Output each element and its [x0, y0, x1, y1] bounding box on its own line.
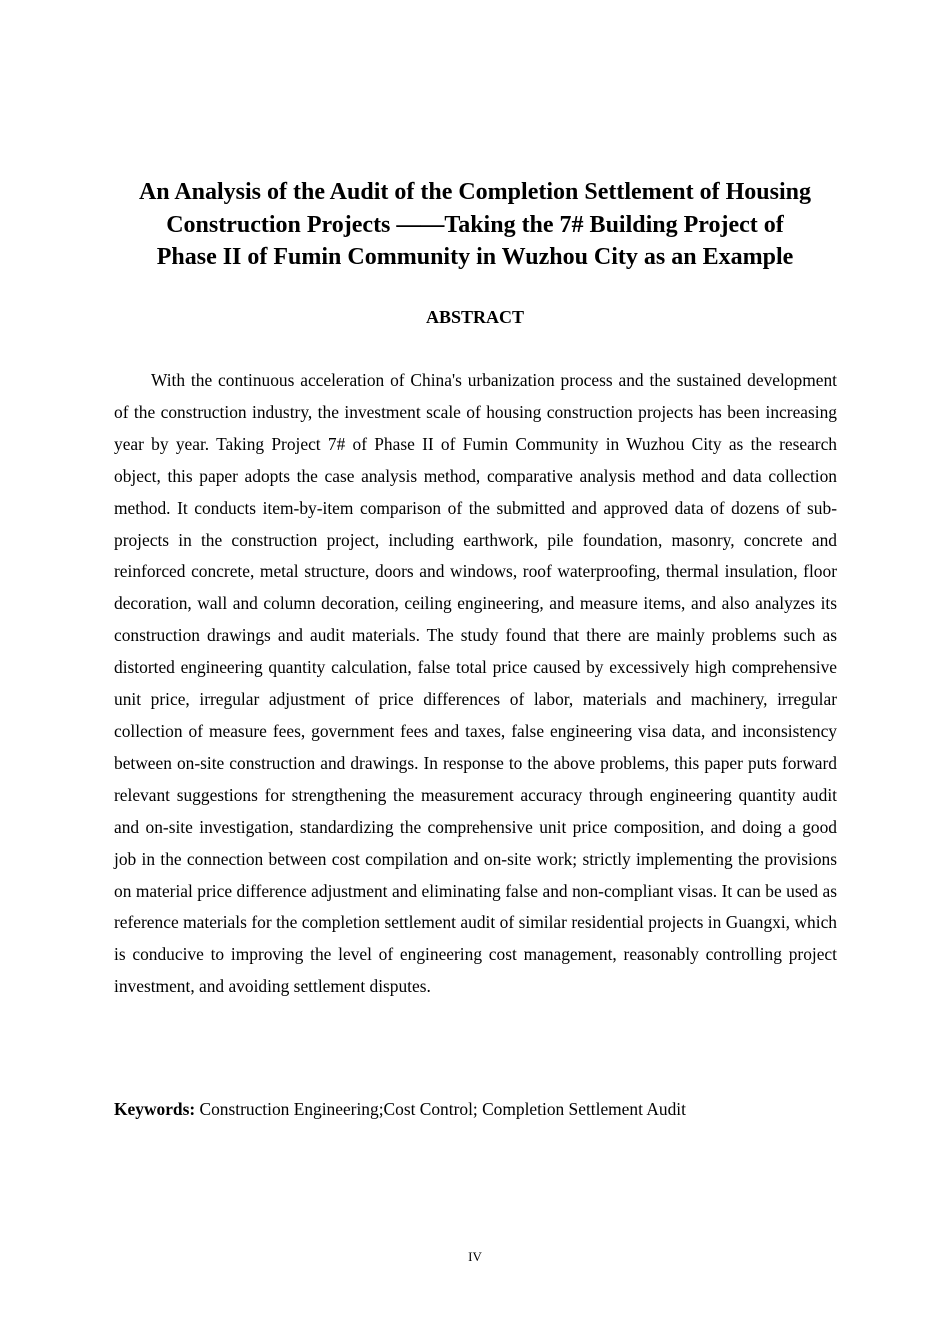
page-number: IV: [468, 1249, 482, 1264]
paper-title-line-2: Construction Projects ——Taking the 7# Building Project of: [166, 211, 784, 238]
keywords-line: [114, 1094, 837, 1125]
paper-title-line-3: Phase II of Fumin Community in Wuzhou City as an Example: [156, 244, 794, 270]
keywords-label: Keywords:: [114, 1099, 196, 1119]
paper-title: [100, 176, 850, 274]
abstract-body: With the continuous acceleration of China's urbanization process and the sustained development of the construction industry, the investment scale of housing construction projects has been increasing year by year. Taking Project 7# of Phase II of Fumin Community in Wuzhou City as the research object, this paper adopts the case analysis method, comparative analysis method and data collection method. It conducts item-by-item comparison of the submitted and approved data of dozens of sub-projects in the construction project, including earthwork, pile foundation, masonry, concrete and reinforced concrete, metal structure, doors and windows, roof waterproofing, thermal insulation, floor decoration, wall and column decoration, ceiling engineering, and measure items, and also analyzes its construction drawings and audit materials. The study found that there are mainly problems such as distorted engineering quantity calculation, false total price caused by excessively high comprehensive unit price, irregular adjustment of price differences of labor, materials and machinery, irregular collection of measure fees, government fees and taxes, false engineering visa data, and inconsistency between on-site construction and drawings. In response to the above problems, this paper puts forward relevant suggestions for strengthening the measurement accuracy through engineering quantity audit and on-site investigation, standardizing the comprehensive unit price composition, and doing a good job in the connection between cost compilation and on-site work; strictly implementing the provisions on material price difference adjustment and eliminating false and non-compliant visas. It can be used as reference materials for the completion settlement audit of similar residential projects in Guangxi, which is conducive to improving the level of engineering cost management, reasonably controlling project investment, and avoiding settlement disputes.: [114, 370, 837, 997]
paper-title-line-1: An Analysis of the Audit of the Completion Settlement of Housing: [138, 179, 812, 205]
keywords-value: Construction Engineering;Cost Control; Completion Settlement Audit: [195, 1099, 686, 1119]
abstract-heading: ABSTRACT: [425, 307, 525, 327]
